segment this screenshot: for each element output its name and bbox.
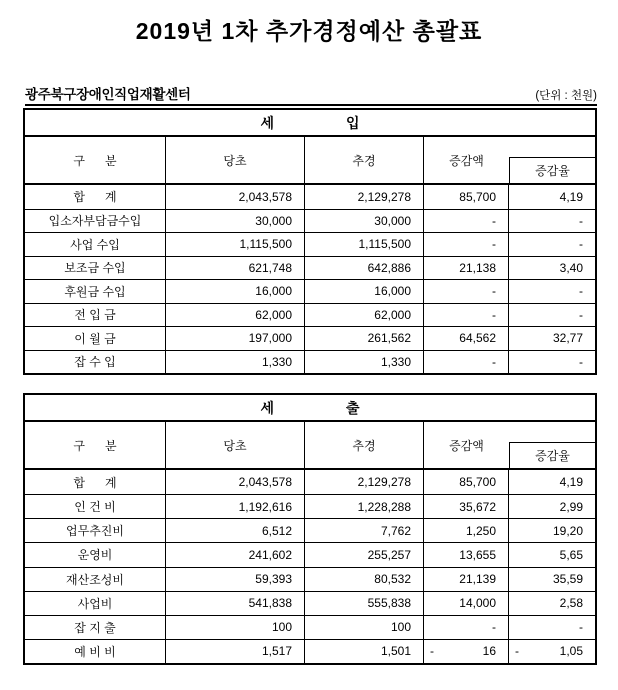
change-rate-cell: 32,77 xyxy=(552,331,583,346)
column-header-revised: 추경 xyxy=(305,422,424,468)
original-amount-cell: 59,393 xyxy=(166,568,305,591)
revenue-table xyxy=(23,108,597,375)
negative-value: 16 xyxy=(482,644,496,659)
revenue-table-title: 세입 xyxy=(25,110,595,137)
row-category-cell: 보조금 수입 xyxy=(25,257,166,280)
revenue-table-body xyxy=(25,185,595,373)
revised-amount-cell: 16,000 xyxy=(305,280,424,303)
org-header-line xyxy=(25,84,597,106)
column-header-original: 당초 xyxy=(166,422,305,468)
original-amount-cell: 1,330 xyxy=(166,351,305,374)
revised-amount-cell: 80,532 xyxy=(305,568,424,591)
change-amount-cell: - xyxy=(424,233,509,256)
change-rate-cell: 19,20 xyxy=(552,523,583,538)
original-amount-cell: 6,512 xyxy=(166,519,305,542)
negative-sign: - xyxy=(515,644,519,659)
revised-amount-cell: 7,762 xyxy=(305,519,424,542)
change-rate-cell: 4,19 xyxy=(559,475,583,490)
original-amount-cell: 1,517 xyxy=(166,640,305,663)
row-category-cell: 합 계 xyxy=(25,185,166,209)
revised-amount-cell: 1,115,500 xyxy=(305,233,424,256)
change-amount-cell: - xyxy=(424,351,509,374)
original-amount-cell: 1,115,500 xyxy=(166,233,305,256)
document-title: 2019년 1차 추가경정예산 총괄표 xyxy=(135,18,483,44)
revised-amount-cell: 62,000 xyxy=(305,304,424,327)
change-amount-cell xyxy=(424,640,509,663)
column-header-original: 당초 xyxy=(166,137,305,183)
row-category-cell: 사업비 xyxy=(25,592,166,615)
table-row xyxy=(25,591,595,615)
change-rate-cell: 4,19 xyxy=(559,189,583,204)
change-amount-cell: 21,139 xyxy=(424,568,509,591)
row-category-cell: 예 비 비 xyxy=(25,640,166,663)
revised-amount-cell: 261,562 xyxy=(305,327,424,350)
change-rate-cell xyxy=(509,640,595,663)
revised-amount-cell: 2,129,278 xyxy=(305,185,424,209)
row-category-cell: 전 입 금 xyxy=(25,304,166,327)
change-rate-cell: 35,59 xyxy=(552,572,583,587)
row-category-cell: 잡 수 입 xyxy=(25,351,166,374)
table-row xyxy=(25,350,595,374)
expenditure-table-body xyxy=(25,470,595,663)
table-row xyxy=(25,494,595,518)
change-rate-cell: - xyxy=(579,354,583,369)
revised-amount-cell: 642,886 xyxy=(305,257,424,280)
expenditure-table xyxy=(23,393,597,665)
expenditure-table-title: 세출 xyxy=(25,395,595,422)
column-header-change-rate: 증감율 xyxy=(509,157,595,183)
change-rate-cell: - xyxy=(579,213,583,228)
row-category-cell: 업무추진비 xyxy=(25,519,166,542)
change-amount-cell: 1,250 xyxy=(424,519,509,542)
column-header-change-rate: 증감율 xyxy=(509,442,595,468)
table-row xyxy=(25,567,595,591)
revised-amount-cell: 100 xyxy=(305,616,424,639)
row-category-cell: 인 건 비 xyxy=(25,495,166,518)
revised-amount-cell: 255,257 xyxy=(305,543,424,566)
table-row xyxy=(25,518,595,542)
table-row xyxy=(25,470,595,494)
revenue-table-header xyxy=(25,137,595,185)
original-amount-cell: 100 xyxy=(166,616,305,639)
revised-amount-cell: 30,000 xyxy=(305,210,424,233)
original-amount-cell: 197,000 xyxy=(166,327,305,350)
original-amount-cell: 1,192,616 xyxy=(166,495,305,518)
change-amount-cell: 64,562 xyxy=(424,327,509,350)
change-rate-cell: - xyxy=(579,284,583,299)
column-header-category: 구 분 xyxy=(25,422,166,468)
table-row xyxy=(25,615,595,639)
row-category-cell: 사업 수입 xyxy=(25,233,166,256)
expenditure-table-header xyxy=(25,422,595,470)
change-amount-cell: 35,672 xyxy=(424,495,509,518)
revised-amount-cell: 1,228,288 xyxy=(305,495,424,518)
unit-note: (단위 : 천원) xyxy=(535,90,597,102)
row-category-cell: 후원금 수입 xyxy=(25,280,166,303)
row-category-cell: 재산조성비 xyxy=(25,568,166,591)
table-row xyxy=(25,279,595,303)
table-row xyxy=(25,185,595,209)
negative-value: 1,05 xyxy=(559,644,583,659)
change-amount-cell: 85,700 xyxy=(424,185,509,209)
negative-sign: - xyxy=(430,644,434,659)
original-amount-cell: 541,838 xyxy=(166,592,305,615)
row-category-cell: 입소자부담금수입 xyxy=(25,210,166,233)
change-amount-cell: - xyxy=(424,304,509,327)
organization-name: 광주북구장애인직업재활센터 xyxy=(25,87,191,102)
table-row xyxy=(25,303,595,327)
table-row xyxy=(25,639,595,663)
original-amount-cell: 2,043,578 xyxy=(166,185,305,209)
column-header-category: 구 분 xyxy=(25,137,166,183)
column-header-change-group xyxy=(424,137,595,183)
original-amount-cell: 62,000 xyxy=(166,304,305,327)
change-amount-cell: - xyxy=(424,210,509,233)
change-rate-cell: 5,65 xyxy=(559,547,583,562)
table-row xyxy=(25,209,595,233)
row-category-cell: 운영비 xyxy=(25,543,166,566)
table-row xyxy=(25,256,595,280)
original-amount-cell: 16,000 xyxy=(166,280,305,303)
original-amount-cell: 2,043,578 xyxy=(166,470,305,494)
change-amount-cell: - xyxy=(424,280,509,303)
revised-amount-cell: 1,501 xyxy=(305,640,424,663)
revised-amount-cell: 2,129,278 xyxy=(305,470,424,494)
revised-amount-cell: 1,330 xyxy=(305,351,424,374)
row-category-cell: 이 월 금 xyxy=(25,327,166,350)
table-row xyxy=(25,542,595,566)
change-amount-cell: - xyxy=(424,616,509,639)
change-rate-cell: 2,58 xyxy=(559,596,583,611)
column-header-change-group xyxy=(424,422,595,468)
change-rate-cell: - xyxy=(579,307,583,322)
column-header-change-amount: 증감액 xyxy=(449,438,484,453)
change-rate-cell: 2,99 xyxy=(559,499,583,514)
change-rate-cell: - xyxy=(579,237,583,252)
table-row xyxy=(25,232,595,256)
change-rate-cell: - xyxy=(579,620,583,635)
change-amount-cell: 13,655 xyxy=(424,543,509,566)
row-category-cell: 합 계 xyxy=(25,470,166,494)
table-row xyxy=(25,326,595,350)
change-amount-cell: 85,700 xyxy=(424,470,509,494)
change-rate-cell: 3,40 xyxy=(559,260,583,275)
row-category-cell: 잡 지 출 xyxy=(25,616,166,639)
revised-amount-cell: 555,838 xyxy=(305,592,424,615)
original-amount-cell: 30,000 xyxy=(166,210,305,233)
change-amount-cell: 14,000 xyxy=(424,592,509,615)
original-amount-cell: 241,602 xyxy=(166,543,305,566)
column-header-change-amount: 증감액 xyxy=(449,153,484,168)
change-amount-cell: 21,138 xyxy=(424,257,509,280)
original-amount-cell: 621,748 xyxy=(166,257,305,280)
column-header-revised: 추경 xyxy=(305,137,424,183)
